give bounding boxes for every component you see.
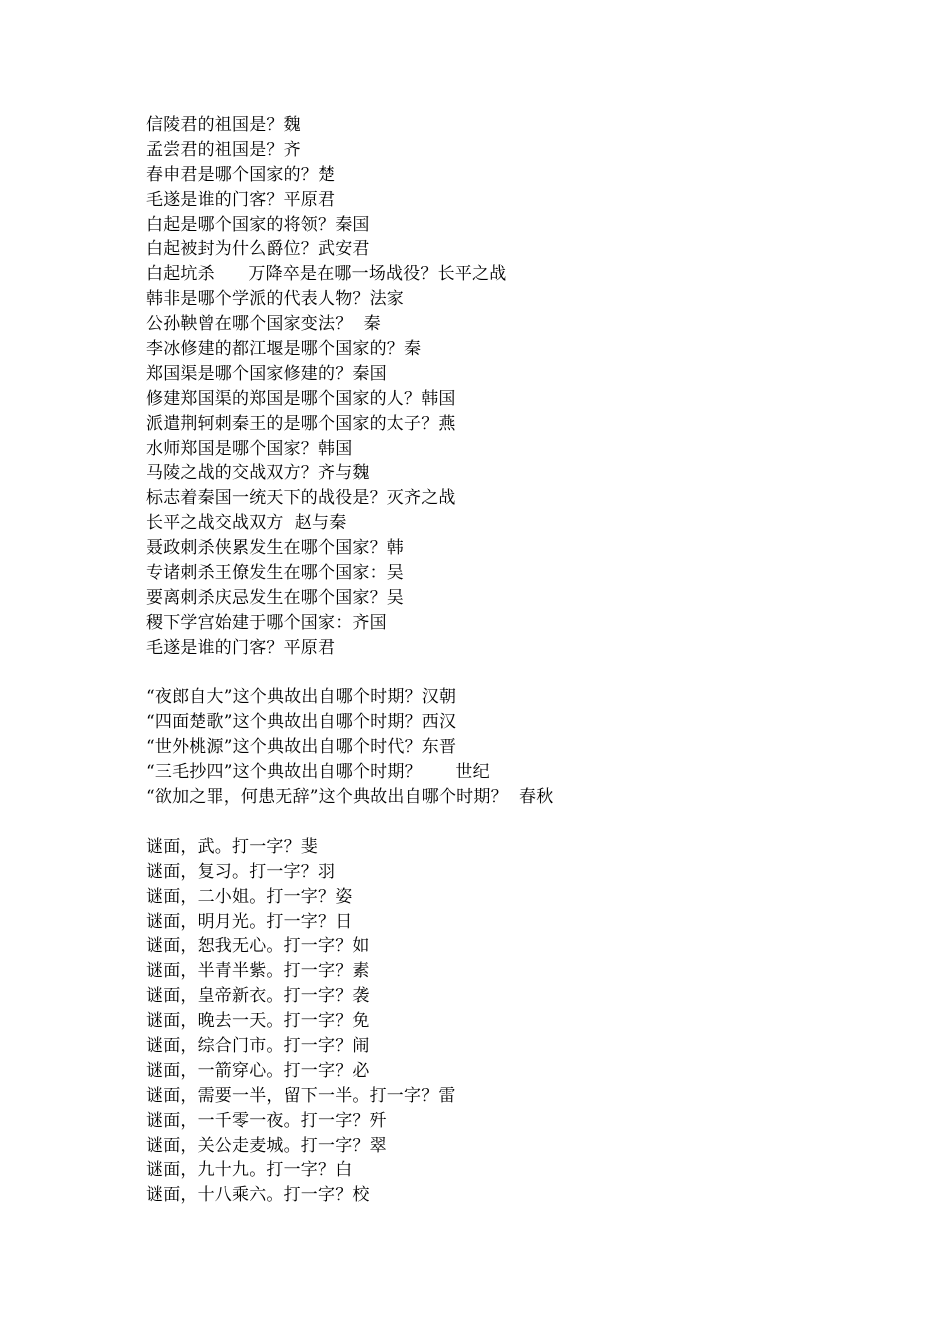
section-riddles bbox=[146, 835, 906, 1208]
document-page bbox=[146, 113, 906, 1208]
text-line: 谜面，一箭穿心。打一字？必 bbox=[146, 1060, 370, 1081]
text-line: 孟尝君的祖国是？齐 bbox=[146, 139, 301, 160]
text-line: 公孙鞅曾在哪个国家变法？ 秦 bbox=[146, 314, 381, 335]
blank-line bbox=[146, 810, 906, 835]
text-line: 谜面，综合门市。打一字？闹 bbox=[146, 1035, 370, 1056]
text-line: 谜面，一千零一夜。打一字？歼 bbox=[146, 1110, 387, 1131]
section-warring-states bbox=[146, 113, 906, 661]
text-line: 毛遂是谁的门客？平原君 bbox=[146, 189, 336, 210]
section-idioms bbox=[146, 685, 906, 809]
text-line: 派遣荆轲刺秦王的是哪个国家的太子？燕 bbox=[146, 413, 456, 434]
text-line: 谜面，二小姐。打一字？姿 bbox=[146, 886, 353, 907]
text-line: 谜面，十八乘六。打一字？校 bbox=[146, 1185, 370, 1206]
text-line: 修建郑国渠的郑国是哪个国家的人？韩国 bbox=[146, 388, 456, 409]
text-line: 谜面，九十九。打一字？白 bbox=[146, 1160, 353, 1181]
text-line: 稷下学宫始建于哪个国家：齐国 bbox=[146, 612, 387, 633]
text-line: 白起坑杀 万降卒是在哪一场战役？长平之战 bbox=[146, 264, 507, 285]
text-line: 马陵之战的交战双方？齐与魏 bbox=[146, 463, 370, 484]
text-line: 要离刺杀庆忌发生在哪个国家？吴 bbox=[146, 587, 404, 608]
text-line: 李冰修建的都江堰是哪个国家的？秦 bbox=[146, 339, 422, 360]
text-line: 春申君是哪个国家的？楚 bbox=[146, 164, 336, 185]
text-line: 专诸刺杀王僚发生在哪个国家：吴 bbox=[146, 563, 404, 584]
text-line: “四面楚歌”这个典故出自哪个时期？西汉 bbox=[146, 712, 457, 733]
text-line: 白起被封为什么爵位？武安君 bbox=[146, 239, 370, 260]
text-line: “夜郎自大”这个典故出自哪个时期？汉朝 bbox=[146, 687, 457, 708]
text-line: 谜面，需要一半，留下一半。打一字？雷 bbox=[146, 1085, 456, 1106]
text-line: 谜面，明月光。打一字？日 bbox=[146, 911, 353, 932]
text-line: “欲加之罪，何患无辞”这个典故出自哪个时期？ 春秋 bbox=[146, 787, 554, 808]
text-line: 标志着秦国一统天下的战役是？灭齐之战 bbox=[146, 488, 456, 509]
text-line: 毛遂是谁的门客？平原君 bbox=[146, 637, 336, 658]
text-line: 聂政刺杀侠累发生在哪个国家？韩 bbox=[146, 538, 404, 559]
text-line: 谜面，关公走麦城。打一字？翠 bbox=[146, 1135, 387, 1156]
text-line: 韩非是哪个学派的代表人物？法家 bbox=[146, 289, 404, 310]
text-line: 谜面，武。打一字？斐 bbox=[146, 836, 318, 857]
text-line: 长平之战交战双方 赵与秦 bbox=[146, 513, 347, 534]
text-line: 谜面，半青半紫。打一字？素 bbox=[146, 961, 370, 982]
text-line: 郑国渠是哪个国家修建的？秦国 bbox=[146, 363, 387, 384]
text-line: 谜面，复习。打一字？羽 bbox=[146, 861, 336, 882]
text-line: 谜面，恕我无心。打一字？如 bbox=[146, 936, 370, 957]
text-line: “世外桃源”这个典故出自哪个时代？东晋 bbox=[146, 737, 457, 758]
text-line: 白起是哪个国家的将领？秦国 bbox=[146, 214, 370, 235]
text-line: 谜面，皇帝新衣。打一字？袭 bbox=[146, 986, 370, 1007]
text-line: 信陵君的祖国是？魏 bbox=[146, 115, 301, 135]
text-line: 水师郑国是哪个国家？韩国 bbox=[146, 438, 353, 459]
text-line: “三毛抄四”这个典故出自哪个时期？ 世纪 bbox=[146, 762, 490, 783]
blank-line bbox=[146, 661, 906, 686]
text-line: 谜面，晚去一天。打一字？免 bbox=[146, 1011, 370, 1032]
